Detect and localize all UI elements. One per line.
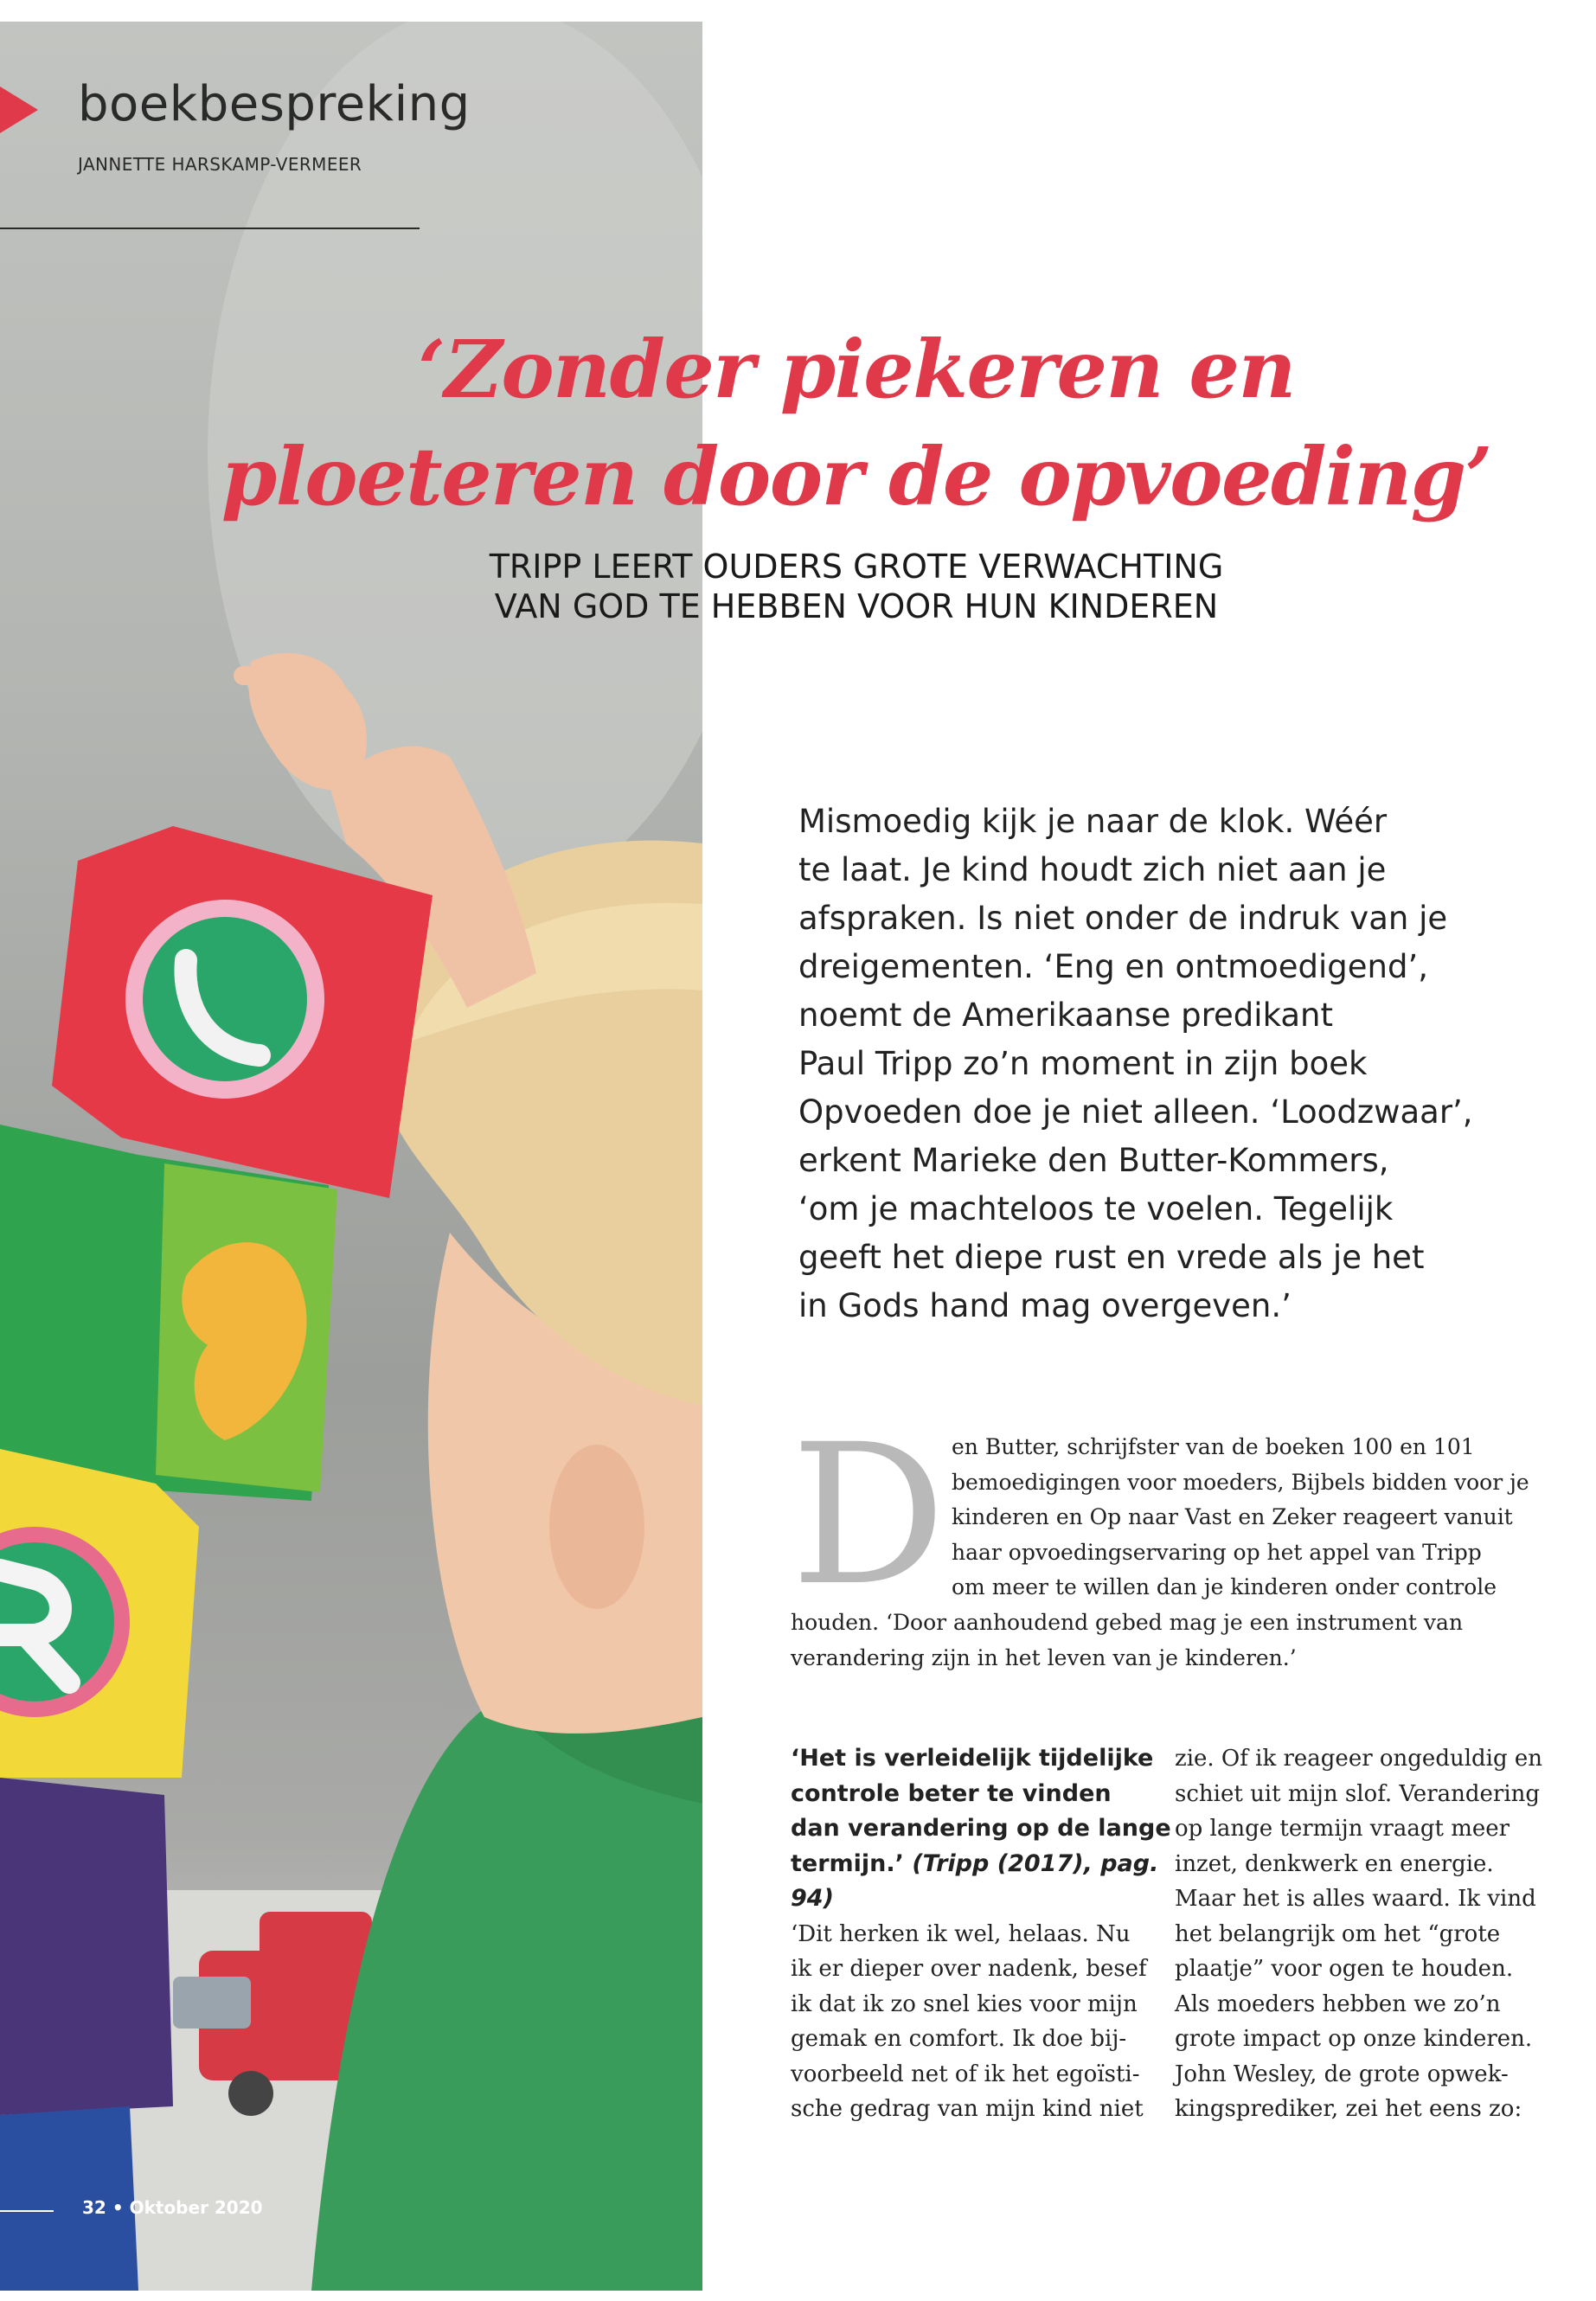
intro-line: te laat. Je kind houdt zich niet aan je bbox=[798, 851, 1387, 888]
page-footer bbox=[82, 2197, 263, 2218]
quote-line bbox=[791, 1847, 1159, 1882]
column-line: sche gedrag van mijn kind niet bbox=[791, 2096, 1144, 2122]
article-title bbox=[216, 316, 1497, 530]
footer-divider bbox=[0, 2210, 54, 2212]
section-marker-icon bbox=[0, 87, 38, 133]
column-line: ik dat ik zo snel kies voor mijn bbox=[791, 1990, 1138, 2017]
column-right bbox=[1175, 1741, 1555, 2127]
column-line: grote impact op onze kinderen. bbox=[1175, 2026, 1533, 2052]
quote-line: controle beter te vinden bbox=[791, 1779, 1112, 1807]
column-line: op lange termijn vraagt meer bbox=[1175, 1816, 1510, 1842]
quote-reference: 94) bbox=[791, 1885, 834, 1912]
intro-line: afspraken. Is niet onder de indruk van je bbox=[798, 900, 1448, 937]
intro-line: geeft het diepe rust en vrede als je het bbox=[798, 1239, 1425, 1276]
issue-date: Oktober 2020 bbox=[129, 2197, 263, 2218]
subtitle-line: VAN GOD TE HEBBEN VOOR HUN KINDEREN bbox=[494, 587, 1219, 625]
column-left bbox=[791, 1741, 1171, 2127]
intro-line: noemt de Amerikaanse predikant bbox=[798, 997, 1333, 1034]
body-line: houden. ‘Door aanhoudend gebed mag je een instrument van bbox=[791, 1610, 1464, 1635]
intro-paragraph bbox=[798, 798, 1560, 1330]
quote-line: ‘Het is verleidelijk tijdelijke bbox=[791, 1745, 1154, 1772]
quote-text: termijn.’ bbox=[791, 1849, 904, 1877]
intro-line: in Gods hand mag overgeven.’ bbox=[798, 1287, 1292, 1324]
column-line: John Wesley, de grote opwek- bbox=[1175, 2061, 1509, 2087]
column-line: Als moeders hebben we zo’n bbox=[1175, 1990, 1501, 2017]
body-line: haar opvoedingservaring op het appel van Tripp bbox=[952, 1539, 1482, 1565]
column-line: plaatje” voor ogen te houden. bbox=[1175, 1956, 1514, 1982]
body-line: kinderen en Op naar Vast en Zeker reageert vanuit bbox=[952, 1504, 1513, 1529]
column-line: ‘Dit herken ik wel, helaas. Nu bbox=[791, 1920, 1131, 1947]
intro-line: Opvoeden doe je niet alleen. ‘Loodzwaar’, bbox=[798, 1093, 1473, 1131]
intro-line: Mismoedig kijk je naar de klok. Wéér bbox=[798, 803, 1388, 840]
column-line: inzet, denkwerk en energie. bbox=[1175, 1850, 1494, 1877]
body-paragraph-continued bbox=[791, 1606, 1463, 1676]
body-paragraph bbox=[952, 1430, 1529, 1606]
quote-line bbox=[791, 1881, 1154, 1917]
intro-line: Paul Tripp zo’n moment in zijn boek bbox=[798, 1045, 1368, 1082]
intro-line: dreigementen. ‘Eng en ontmoedigend’, bbox=[798, 948, 1429, 985]
intro-line: erkent Marieke den Butter-Kommers, bbox=[798, 1142, 1389, 1179]
footer-separator: • bbox=[112, 2197, 124, 2218]
column-line: het belangrijk om het “grote bbox=[1175, 1920, 1501, 1947]
column-line: gemak en comfort. Ik doe bij- bbox=[791, 2026, 1127, 2052]
column-line: zie. Of ik reageer ongeduldig en bbox=[1175, 1746, 1543, 1772]
section-label: boekbespreking bbox=[78, 76, 471, 132]
page-number: 32 bbox=[82, 2197, 106, 2218]
article-subtitle bbox=[346, 547, 1367, 626]
author-name: JANNETTE HARSKAMP-VERMEER bbox=[78, 154, 362, 175]
column-line: Maar het is alles waard. Ik vind bbox=[1175, 1886, 1536, 1912]
header-divider bbox=[0, 228, 420, 229]
quote-reference: (Tripp (2017), pag. bbox=[903, 1849, 1159, 1877]
body-line: verandering zijn in het leven van je kinderen.’ bbox=[791, 1644, 1297, 1670]
title-line: ‘Zonder piekeren en bbox=[418, 323, 1295, 416]
title-line: ploeteren door de opvoeding’ bbox=[221, 430, 1492, 523]
body-line: om meer te willen dan je kinderen onder controle bbox=[952, 1574, 1497, 1599]
column-line: schiet uit mijn slof. Verandering bbox=[1175, 1780, 1541, 1807]
intro-line: ‘om je machteloos te voelen. Tegelijk bbox=[798, 1190, 1394, 1227]
column-line: voorbeeld net of ik het egoïsti- bbox=[791, 2061, 1140, 2087]
column-line: kingsprediker, zei het eens zo: bbox=[1175, 2096, 1522, 2122]
column-line: ik er dieper over nadenk, besef bbox=[791, 1956, 1147, 1982]
drop-cap: D bbox=[791, 1402, 946, 1628]
pull-quote bbox=[791, 1741, 1171, 1917]
body-line: bemoedigingen voor moeders, Bijbels bidden voor je bbox=[952, 1469, 1529, 1495]
subtitle-line: TRIPP LEERT OUDERS GROTE VERWACHTING bbox=[489, 548, 1224, 586]
quote-line: dan verandering op de lange bbox=[791, 1815, 1171, 1842]
body-line: en Butter, schrijfster van de boeken 100 en 101 bbox=[952, 1434, 1475, 1459]
